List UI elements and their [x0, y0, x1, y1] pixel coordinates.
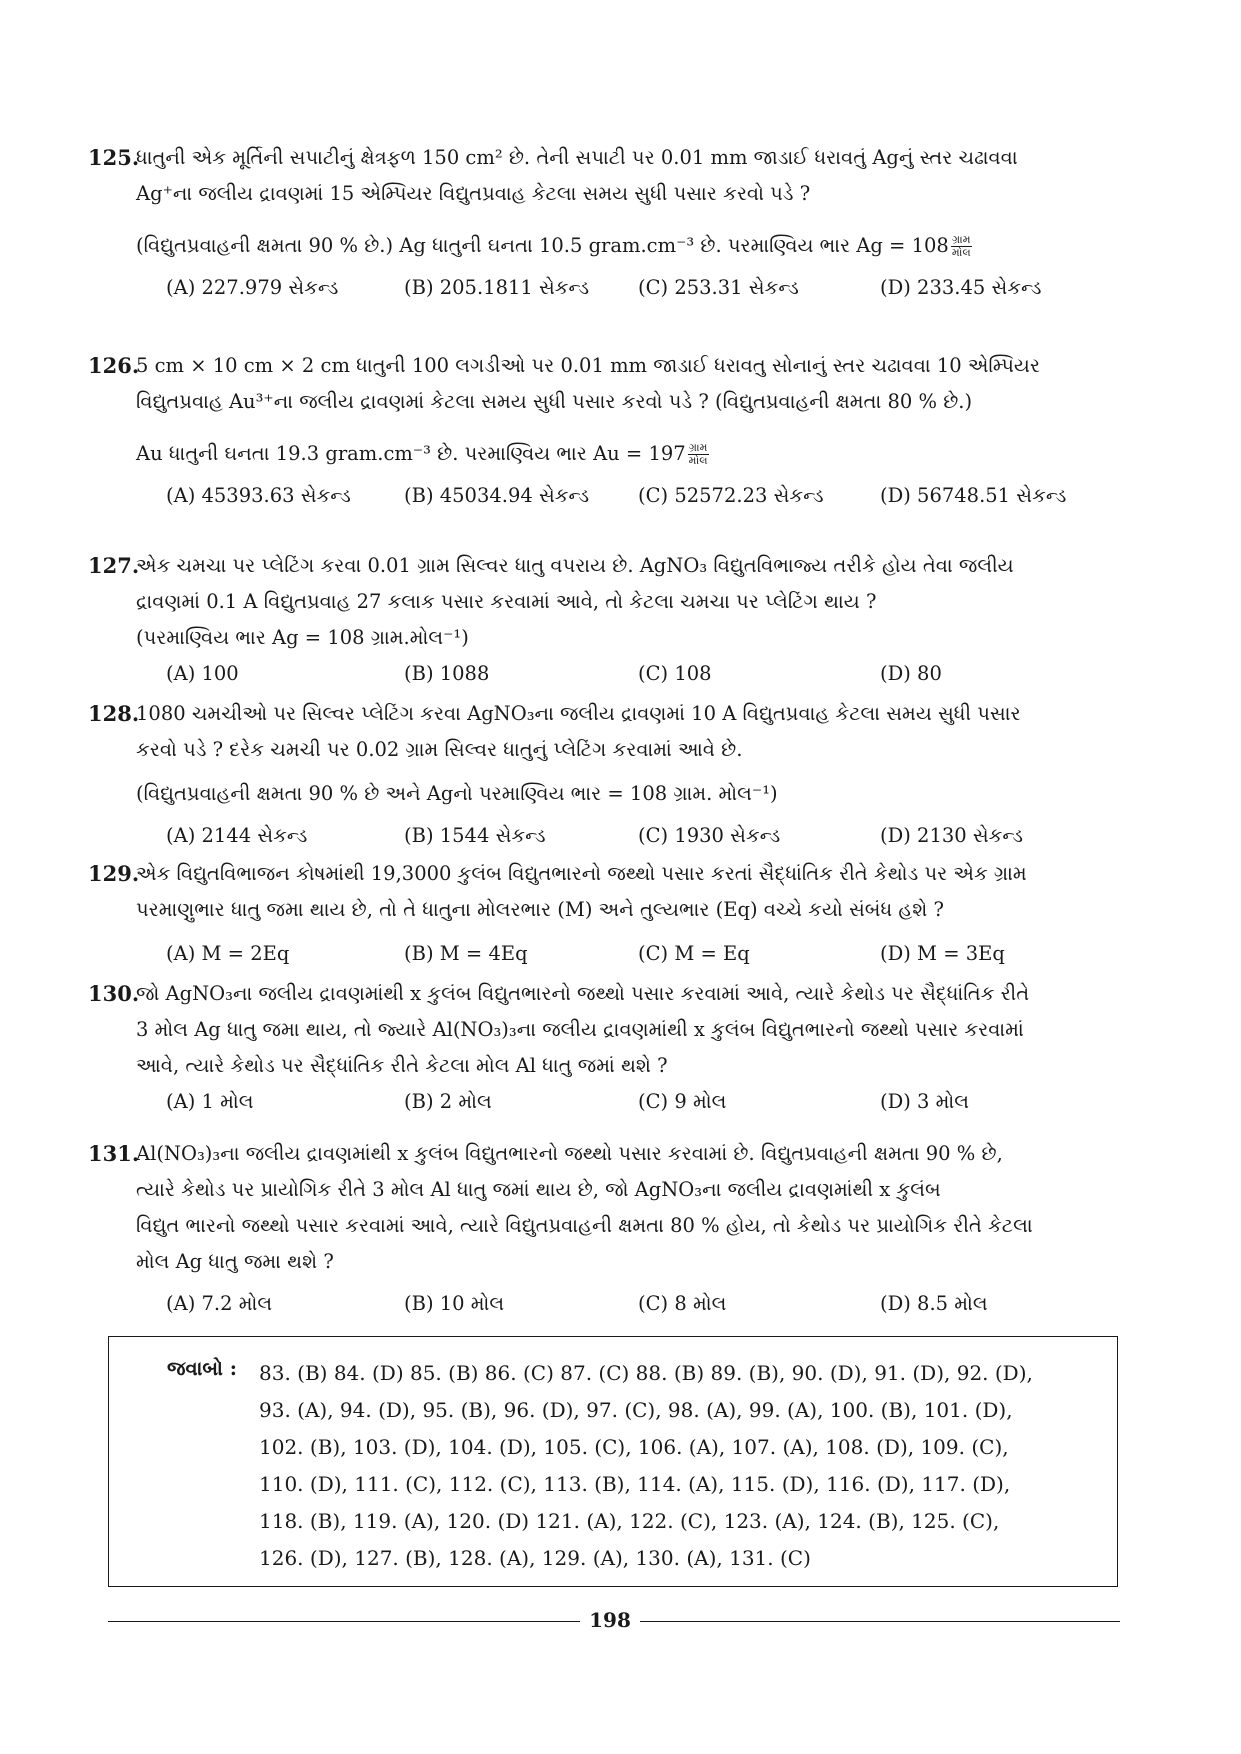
options-row [136, 270, 1120, 306]
question-text: કરવો પડે ? દરેક ચમચી પર 0.02 ગ્રામ સિલ્વર ધાતુનું પ્લેટિંગ કરવામાં આવે છે. [136, 738, 743, 761]
option-c: (C) M = Eq [638, 942, 750, 965]
option-a: (A) 227.979 સેકન્ડ [166, 276, 339, 299]
question-number: 126. [88, 353, 140, 378]
question-128 [88, 696, 1120, 854]
option-d: (D) 2130 સેકન્ડ [880, 824, 1023, 847]
question-text: 1080 ચમચીઓ પર સિલ્વર પ્લેટિંગ કરવા AgNO₃ના જલીય દ્રાવણમાં 10 A વિદ્યુતપ્રવાહ કેટલા સમય સુધી પસાર [136, 702, 1021, 725]
question-number: 131. [88, 1141, 140, 1166]
question-note [136, 228, 1120, 264]
question-text: 5 cm × 10 cm × 2 cm ધાતુની 100 લગડીઓ પર 0.01 mm જાડાઈ ધરાવતુ સોનાનું સ્તર ચઢાવવા 10 એમ્પિયર [136, 354, 1040, 377]
question-text: જો AgNO₃ના જલીય દ્રાવણમાંથી x કુલંબ વિદ્યુતભારનો જથ્થો પસાર કરવામાં આવે, ત્યારે કેથોડ પર સૈદ્ધાંતિક રીતે [136, 982, 1030, 1005]
question-text: ધાતુની એક મૂર્તિની સપાટીનું ક્ષેત્રફળ 150 cm² છે. તેની સપાટી પર 0.01 mm જાડાઈ ધરાવતું Agનું સ્તર ચઢાવવા [136, 146, 1018, 169]
question-note: (વિદ્યુતપ્રવાહની ક્ષમતા 90 % છે અને Agનો પરમાણ્વિય ભાર = 108 ગ્રામ. મોલ⁻¹) [136, 782, 778, 805]
option-a: (A) 1 મોલ [166, 1090, 254, 1113]
question-text: Ag⁺ના જલીય દ્રાવણમાં 15 એમ્પિયર વિદ્યુતપ્રવાહ કેટલા સમય સુધી પસાર કરવો પડે ? [136, 182, 811, 205]
question-number: 127. [88, 553, 140, 578]
option-b: (B) 45034.94 સેકન્ડ [404, 484, 590, 507]
option-b: (B) 1088 [404, 662, 490, 685]
footer-rule-left [108, 1621, 580, 1622]
question-number: 129. [88, 861, 140, 886]
question-text: (પરમાણ્વિય ભાર Ag = 108 ગ્રામ.મોલ⁻¹) [136, 626, 469, 649]
question-130 [88, 976, 1120, 1120]
fraction-numerator: ગ્રામ [952, 233, 971, 246]
option-c: (C) 1930 સેકન્ડ [638, 824, 781, 847]
option-a: (A) 100 [166, 662, 239, 685]
question-text: 3 મોલ Ag ધાતુ જમા થાય, તો જ્યારે Al(NO₃)₃ના જલીય દ્રાવણમાંથી x કુલંબ વિદ્યુતભારનો જથ્થો પસાર કરવામાં [136, 1018, 1024, 1041]
answer-line: 118. (B), 119. (A), 120. (D) 121. (A), 122. (C), 123. (A), 124. (B), 125. (C), [259, 1509, 1000, 1533]
option-b: (B) 10 મોલ [404, 1292, 505, 1315]
answer-line: 126. (D), 127. (B), 128. (A), 129. (A), 130. (A), 131. (C) [259, 1546, 811, 1570]
question-note [136, 436, 1120, 472]
page-number: 198 [589, 1608, 631, 1632]
unit-fraction [951, 234, 972, 259]
answer-key-box [108, 1336, 1118, 1587]
option-c: (C) 52572.23 સેકન્ડ [638, 484, 824, 507]
answer-line: 83. (B) 84. (D) 85. (B) 86. (C) 87. (C) 88. (B) 89. (B), 90. (D), 91. (D), 92. (D), [259, 1361, 1033, 1385]
note-text: (વિદ્યુતપ્રવાહની ક્ષમતા 90 % છે.) Ag ધાતુની ઘનતા 10.5 gram.cm⁻³ છે. પરમાણ્વિય ભાર Ag = 108 [136, 234, 949, 257]
question-text: વિદ્યુત ભારનો જથ્થો પસાર કરવામાં આવે, ત્યારે વિદ્યુતપ્રવાહની ક્ષમતા 80 % હોય, તો કેથોડ પર પ્રાયોગિક રીતે કેટલા [136, 1214, 1033, 1237]
question-text: પરમાણુભાર ધાતુ જમા થાય છે, તો તે ધાતુના મોલરભાર (M) અને તુલ્યભાર (Eq) વચ્ચે કયો સંબંધ હશે ? [136, 898, 944, 921]
options-row [136, 936, 1120, 972]
question-text: દ્રાવણમાં 0.1 A વિદ્યુતપ્રવાહ 27 કલાક પસાર કરવામાં આવે, તો કેટલા ચમચા પર પ્લેટિંગ થાય ? [136, 590, 877, 613]
answer-line: 110. (D), 111. (C), 112. (C), 113. (B), 114. (A), 115. (D), 116. (D), 117. (D), [259, 1472, 1011, 1496]
option-d: (D) M = 3Eq [880, 942, 1005, 965]
option-b: (B) M = 4Eq [404, 942, 528, 965]
option-d: (D) 80 [880, 662, 942, 685]
option-c: (C) 253.31 સેકન્ડ [638, 276, 799, 299]
question-127 [88, 548, 1120, 692]
option-a: (A) 45393.63 સેકન્ડ [166, 484, 351, 507]
question-number: 130. [88, 981, 140, 1006]
options-row [136, 818, 1120, 854]
option-c: (C) 108 [638, 662, 712, 685]
question-text: મોલ Ag ધાતુ જમા થશે ? [136, 1250, 334, 1273]
option-b: (B) 2 મોલ [404, 1090, 492, 1113]
options-row [136, 1286, 1120, 1322]
option-a: (A) 7.2 મોલ [166, 1292, 273, 1315]
question-126 [88, 348, 1120, 514]
options-row [136, 656, 1120, 692]
option-c: (C) 9 મોલ [638, 1090, 727, 1113]
option-a: (A) M = 2Eq [166, 942, 290, 965]
option-d: (D) 3 મોલ [880, 1090, 970, 1113]
question-text: Al(NO₃)₃ના જલીય દ્રાવણમાંથી x કુલંબ વિદ્યુતભારનો જથ્થો પસાર કરવામાં છે. વિદ્યુતપ્રવાહની ક્ષમતા 90 % છે, [136, 1142, 1003, 1165]
answer-line: 102. (B), 103. (D), 104. (D), 105. (C), 106. (A), 107. (A), 108. (D), 109. (C), [259, 1435, 1009, 1459]
answer-line: 93. (A), 94. (D), 95. (B), 96. (D), 97. (C), 98. (A), 99. (A), 100. (B), 101. (D), [259, 1398, 1013, 1422]
fraction-denominator: મોલ [688, 454, 708, 467]
note-text: Au ધાતુની ઘનતા 19.3 gram.cm⁻³ છે. પરમાણ્વિય ભાર Au = 197 [136, 442, 686, 465]
fraction-denominator: મોલ [951, 246, 971, 259]
question-text: વિદ્યુતપ્રવાહ Au³⁺ના જલીય દ્રાવણમાં કેટલા સમય સુધી પસાર કરવો પડે ? (વિદ્યુતપ્રવાહની ક્ષમતા 80 % છે.) [136, 390, 973, 413]
option-d: (D) 233.45 સેકન્ડ [880, 276, 1042, 299]
answer-key-lines [259, 1355, 1033, 1577]
question-text: ત્યારે કેથોડ પર પ્રાયોગિક રીતે 3 મોલ Al ધાતુ જમાં થાય છે, જો AgNO₃ના જલીય દ્રાવણમાંથી x કુલંબ [136, 1178, 941, 1201]
answer-key-label: જવાબો : [167, 1357, 237, 1380]
unit-fraction [688, 442, 709, 467]
option-c: (C) 8 મોલ [638, 1292, 727, 1315]
question-text: એક વિદ્યુતવિભાજન કોષમાંથી 19,3000 કુલંબ વિદ્યુતભારનો જથ્થો પસાર કરતાં સૈદ્ધાંતિક રીતે કેથોડ પર એક ગ્રામ [136, 862, 1027, 885]
option-b: (B) 205.1811 સેકન્ડ [404, 276, 590, 299]
option-b: (B) 1544 સેકન્ડ [404, 824, 546, 847]
footer-rule-right [640, 1621, 1120, 1622]
option-d: (D) 56748.51 સેકન્ડ [880, 484, 1067, 507]
question-131 [88, 1136, 1120, 1322]
question-text: આવે, ત્યારે કેથોડ પર સૈદ્ધાંતિક રીતે કેટલા મોલ Al ધાતુ જમાં થશે ? [136, 1054, 668, 1077]
options-row [136, 1084, 1120, 1120]
option-a: (A) 2144 સેકન્ડ [166, 824, 308, 847]
option-d: (D) 8.5 મોલ [880, 1292, 988, 1315]
fraction-numerator: ગ્રામ [688, 441, 708, 454]
question-text: એક ચમચા પર પ્લેટિંગ કરવા 0.01 ગ્રામ સિલ્વર ધાતુ વપરાય છે. AgNO₃ વિદ્યુતવિભાજ્ય તરીકે હોય તેવા જલીય [136, 554, 1014, 577]
question-129 [88, 856, 1120, 972]
question-number: 128. [88, 701, 140, 726]
options-row [136, 478, 1120, 514]
question-125 [88, 140, 1120, 306]
question-number: 125. [88, 145, 140, 170]
